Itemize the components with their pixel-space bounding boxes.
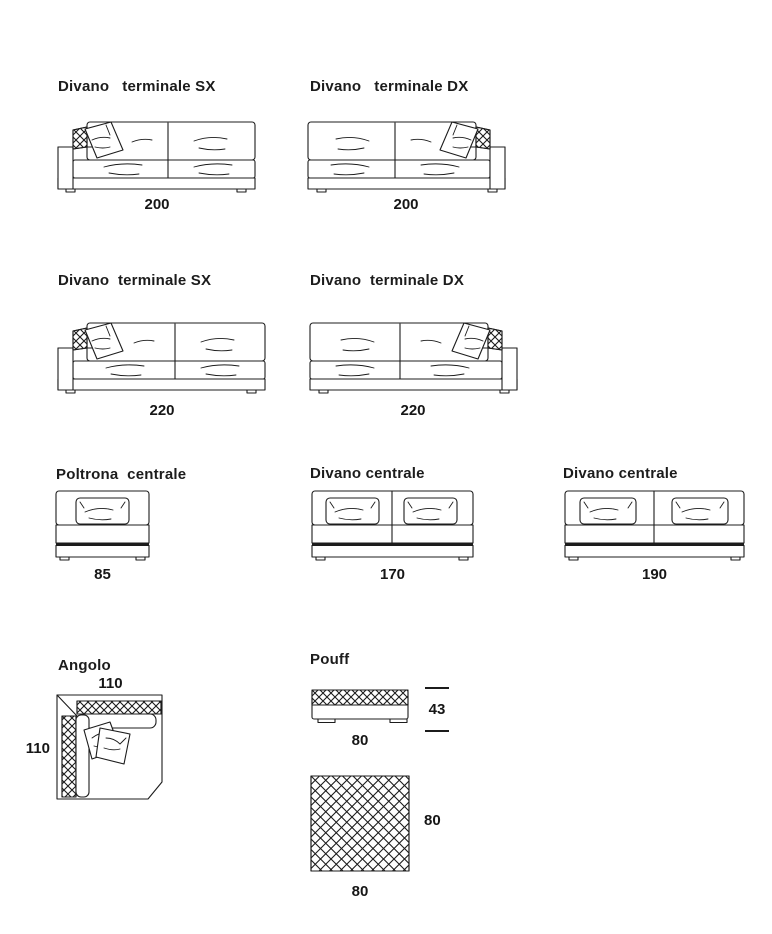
figure-title-divano-centrale-170: Divano centrale (310, 465, 425, 482)
dimension-width-label: 80 (351, 883, 369, 900)
figure-title-divano-terminale-dx-200: Divano terminale DX (310, 78, 469, 95)
figure-title-pouff: Pouff (310, 651, 350, 668)
dimension-width-label: 200 (393, 196, 419, 213)
sofa-side-view-terminale-sx-220-drawing (56, 321, 268, 397)
corner-unit-top-view-drawing (56, 694, 163, 800)
dimension-width-label: 190 (641, 566, 668, 583)
dimension-width-label: 200 (144, 196, 170, 213)
figure-title-angolo: Angolo (58, 657, 111, 674)
figure-title-poltrona-centrale: Poltrona centrale (56, 466, 187, 483)
pouf-top-view-drawing (310, 775, 410, 873)
figure-title-divano-terminale-sx-200: Divano terminale SX (58, 78, 216, 95)
figure-title-divano-terminale-dx-220: Divano terminale DX (310, 272, 465, 289)
sofa-side-view-terminale-dx-200-drawing (305, 120, 507, 196)
sofa-side-view-terminale-sx-200-drawing (56, 120, 258, 196)
dimension-depth-label: 110 (25, 740, 50, 757)
dimension-width-label: 220 (149, 402, 175, 419)
pouf-side-view-drawing (311, 689, 409, 724)
dimension-height-label: 43 (425, 687, 449, 732)
dimension-width-label: 170 (379, 566, 406, 583)
armchair-front-view-drawing (55, 490, 150, 561)
dimension-width-label: 220 (400, 402, 426, 419)
sofa-central-front-view-170-drawing (311, 490, 474, 561)
figure-title-divano-centrale-190: Divano centrale (563, 465, 678, 482)
dimension-width-label: 110 (98, 675, 123, 692)
dimension-width-label: 80 (351, 732, 369, 749)
figure-title-divano-terminale-sx-220: Divano terminale SX (58, 272, 212, 289)
dimension-depth-label: 80 (424, 812, 441, 829)
sofa-side-view-terminale-dx-220-drawing (307, 321, 519, 397)
sofa-central-front-view-190-drawing (564, 490, 745, 561)
dimension-width-label: 85 (94, 566, 111, 583)
